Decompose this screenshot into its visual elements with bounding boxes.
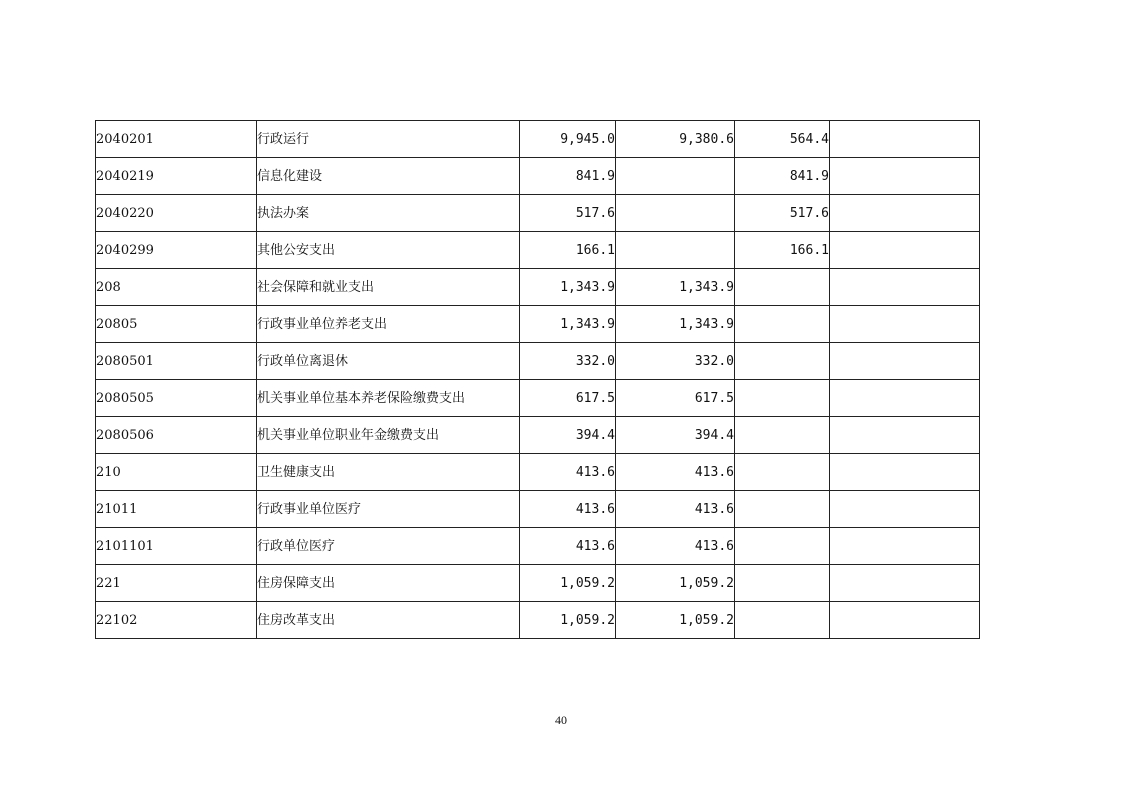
cell-item-name: 行政单位离退休 (257, 343, 520, 380)
cell-amount-other (830, 195, 980, 232)
page-number: 40 (555, 713, 567, 727)
cell-code: 2101101 (96, 528, 257, 565)
cell-amount-other (830, 528, 980, 565)
table-row (96, 306, 980, 343)
table-row (96, 158, 980, 195)
cell-amount-project (735, 454, 830, 491)
cell-code: 20805 (96, 306, 257, 343)
cell-amount-basic: 413.6 (616, 454, 735, 491)
cell-amount-project (735, 602, 830, 639)
cell-code: 2080501 (96, 343, 257, 380)
cell-amount-other (830, 269, 980, 306)
cell-amount-total: 332.0 (520, 343, 616, 380)
cell-amount-project (735, 269, 830, 306)
table-row (96, 454, 980, 491)
cell-amount-project (735, 380, 830, 417)
cell-amount-basic: 1,059.2 (616, 565, 735, 602)
cell-amount-basic: 1,059.2 (616, 602, 735, 639)
cell-amount-basic: 413.6 (616, 528, 735, 565)
cell-item-name: 行政单位医疗 (257, 528, 520, 565)
cell-code: 221 (96, 565, 257, 602)
cell-amount-project: 517.6 (735, 195, 830, 232)
cell-item-name: 社会保障和就业支出 (257, 269, 520, 306)
cell-code: 21011 (96, 491, 257, 528)
cell-amount-basic (616, 195, 735, 232)
cell-item-name: 信息化建设 (257, 158, 520, 195)
cell-amount-other (830, 602, 980, 639)
table-row (96, 528, 980, 565)
table-row (96, 269, 980, 306)
cell-amount-project: 564.4 (735, 121, 830, 158)
cell-amount-total: 394.4 (520, 417, 616, 454)
cell-item-name: 机关事业单位基本养老保险缴费支出 (257, 380, 520, 417)
cell-amount-other (830, 306, 980, 343)
cell-item-name: 行政运行 (257, 121, 520, 158)
cell-amount-total: 617.5 (520, 380, 616, 417)
cell-code: 210 (96, 454, 257, 491)
cell-amount-basic (616, 232, 735, 269)
cell-amount-project (735, 417, 830, 454)
cell-item-name: 卫生健康支出 (257, 454, 520, 491)
cell-amount-other (830, 158, 980, 195)
cell-amount-basic: 1,343.9 (616, 269, 735, 306)
cell-item-name: 住房改革支出 (257, 602, 520, 639)
cell-amount-other (830, 232, 980, 269)
cell-amount-total: 1,059.2 (520, 565, 616, 602)
cell-code: 2040220 (96, 195, 257, 232)
cell-amount-total: 166.1 (520, 232, 616, 269)
cell-amount-project (735, 565, 830, 602)
cell-item-name: 执法办案 (257, 195, 520, 232)
cell-amount-total: 841.9 (520, 158, 616, 195)
cell-amount-total: 1,343.9 (520, 306, 616, 343)
cell-code: 208 (96, 269, 257, 306)
cell-amount-total: 1,059.2 (520, 602, 616, 639)
cell-amount-total: 1,343.9 (520, 269, 616, 306)
budget-table (95, 120, 980, 639)
table-body (96, 121, 980, 639)
cell-amount-other (830, 380, 980, 417)
cell-code: 2040219 (96, 158, 257, 195)
cell-amount-total: 413.6 (520, 528, 616, 565)
cell-amount-other (830, 121, 980, 158)
cell-amount-total: 517.6 (520, 195, 616, 232)
cell-code: 2040299 (96, 232, 257, 269)
cell-amount-basic (616, 158, 735, 195)
cell-amount-basic: 394.4 (616, 417, 735, 454)
cell-amount-total: 413.6 (520, 491, 616, 528)
cell-amount-other (830, 417, 980, 454)
cell-amount-basic: 332.0 (616, 343, 735, 380)
cell-amount-other (830, 491, 980, 528)
cell-code: 2080506 (96, 417, 257, 454)
cell-amount-other (830, 343, 980, 380)
cell-amount-project (735, 343, 830, 380)
table-row (96, 343, 980, 380)
cell-amount-total: 413.6 (520, 454, 616, 491)
cell-amount-other (830, 454, 980, 491)
cell-amount-project (735, 491, 830, 528)
cell-amount-project: 166.1 (735, 232, 830, 269)
cell-code: 22102 (96, 602, 257, 639)
cell-item-name: 行政事业单位养老支出 (257, 306, 520, 343)
table-row (96, 565, 980, 602)
cell-amount-project (735, 528, 830, 565)
cell-amount-project: 841.9 (735, 158, 830, 195)
cell-amount-project (735, 306, 830, 343)
cell-amount-basic: 9,380.6 (616, 121, 735, 158)
table-row (96, 195, 980, 232)
table-row (96, 380, 980, 417)
cell-amount-other (830, 565, 980, 602)
table-row (96, 121, 980, 158)
table-row (96, 232, 980, 269)
table-row (96, 491, 980, 528)
cell-item-name: 机关事业单位职业年金缴费支出 (257, 417, 520, 454)
cell-amount-basic: 413.6 (616, 491, 735, 528)
cell-item-name: 行政事业单位医疗 (257, 491, 520, 528)
cell-item-name: 其他公安支出 (257, 232, 520, 269)
cell-code: 2080505 (96, 380, 257, 417)
cell-item-name: 住房保障支出 (257, 565, 520, 602)
cell-amount-total: 9,945.0 (520, 121, 616, 158)
cell-code: 2040201 (96, 121, 257, 158)
table-row (96, 602, 980, 639)
cell-amount-basic: 617.5 (616, 380, 735, 417)
cell-amount-basic: 1,343.9 (616, 306, 735, 343)
table-row (96, 417, 980, 454)
